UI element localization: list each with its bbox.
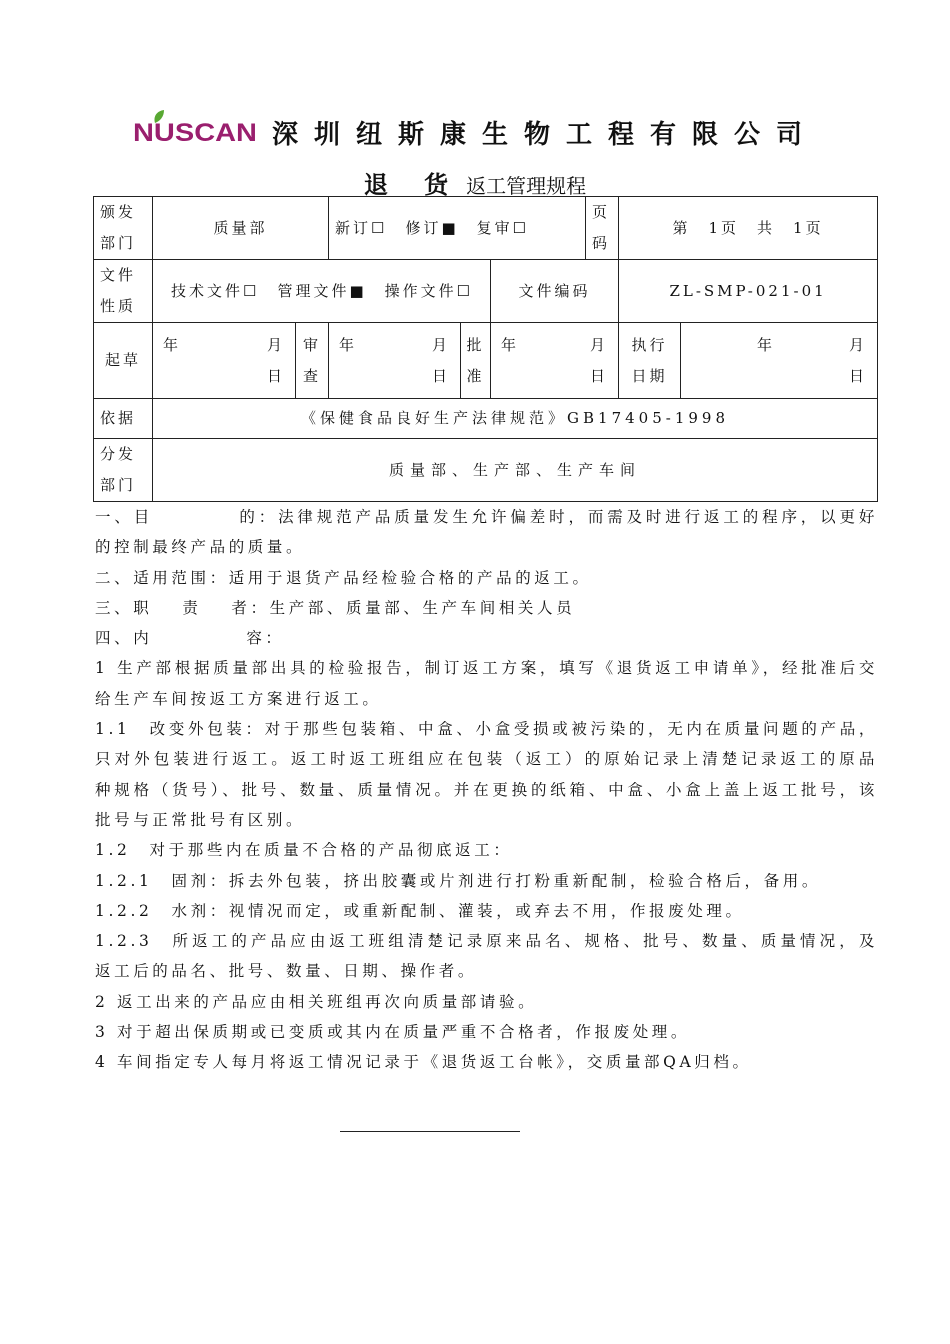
issue-dept-value: 质量部: [153, 197, 329, 260]
page-label: 页码: [586, 197, 619, 260]
draft-date: 年 月 日: [153, 323, 296, 399]
basis-value: 《保健食品良好生产法律规范》GB17405-1998: [153, 399, 878, 439]
file-code-value: ZL-SMP-021-01: [619, 260, 878, 323]
document-title: [0, 165, 950, 200]
section-content: 四、内 容：: [95, 629, 285, 648]
end-rule: [340, 1131, 520, 1132]
content-item-1-2-2: 1.2.2 水剂：视情况而定，或重新配制、灌装，或弃去不用，作报废处理。: [95, 901, 745, 920]
content-item-1-1: 1.1 改变外包装：对于那些包装箱、中盒、小盒受损或被污染的，无内在质量问题的产品，只对外包装进行返工。返工时返工班组应在包装（返工）的原始记录上清楚记录返工的原品种规格（货号）、批号、数量、质量情况。并在更换的纸箱、中盒、小盒上盖上返工批号，该批号与正常批号有区别。: [95, 720, 878, 829]
document-body: [95, 502, 878, 1078]
document-header: [0, 108, 950, 154]
review-date: 年 月 日: [329, 323, 461, 399]
content-item-1-2-1: 1.2.1 固剂：拆去外包装，挤出胶囊或片剂进行打粉重新配制，检验合格后，备用。: [95, 871, 821, 890]
file-type-value: 技术文件☐ 管理文件■ 操作文件☐: [153, 260, 491, 323]
exec-date: 年 月 日: [681, 323, 878, 399]
svg-text:NUSCAN: NUSCAN: [133, 119, 257, 147]
basis-label: 依据: [94, 399, 153, 439]
revision-status: 新订☐ 修订■ 复审☐: [329, 197, 586, 260]
distribution-value: 质量部、生产部、生产车间: [153, 439, 878, 502]
approve-label: 批准: [461, 323, 491, 399]
document-info-table: [93, 196, 878, 502]
issue-dept-label: 颁发部门: [94, 197, 153, 260]
section-purpose: 一、目 的：法律规范产品质量发生允许偏差时，而需及时进行返工的程序，以更好的控制最终产品的质量。: [95, 508, 878, 557]
content-item-4: 4 车间指定专人每月将返工情况记录于《退货返工台帐》，交质量部QA归档。: [95, 1053, 752, 1072]
draft-label: 起草: [94, 323, 153, 399]
content-item-1: 1 生产部根据质量部出具的检验报告，制订返工方案，填写《退货返工申请单》，经批准后交给生产车间按返工方案进行返工。: [95, 659, 878, 708]
title-sub: 返工管理规程: [466, 174, 587, 198]
content-item-2: 2 返工出来的产品应由相关班组再次向质量部请验。: [95, 992, 538, 1011]
title-main: 退 货: [363, 170, 463, 199]
section-responsibility: 三、职 责 者：生产部、质量部、生产车间相关人员: [95, 598, 576, 617]
company-name: 深圳纽斯康生物工程有限公司: [272, 120, 819, 150]
nuscan-logo: [133, 110, 258, 150]
section-scope: 二、适用范围：适用于退货产品经检验合格的产品的返工。: [95, 568, 592, 587]
exec-date-label: 执行日期: [619, 323, 681, 399]
content-item-1-2-3: 1.2.3 所返工的产品应由返工班组清楚记录原来品名、规格、批号、数量、质量情况，及返工后的品名、批号、数量、日期、操作者。: [95, 932, 878, 981]
content-item-1-2: 1.2 对于那些内在质量不合格的产品彻底返工：: [95, 841, 513, 860]
review-label: 审查: [296, 323, 329, 399]
approve-date: 年 月 日: [491, 323, 619, 399]
distribution-label: 分发部门: [94, 439, 153, 502]
file-type-label: 文件性质: [94, 260, 153, 323]
content-item-3: 3 对于超出保质期或已变质或其内在质量严重不合格者，作报废处理。: [95, 1023, 690, 1042]
file-code-label: 文件编码: [491, 260, 619, 323]
page-value: 第 1页 共 1页: [619, 197, 878, 260]
